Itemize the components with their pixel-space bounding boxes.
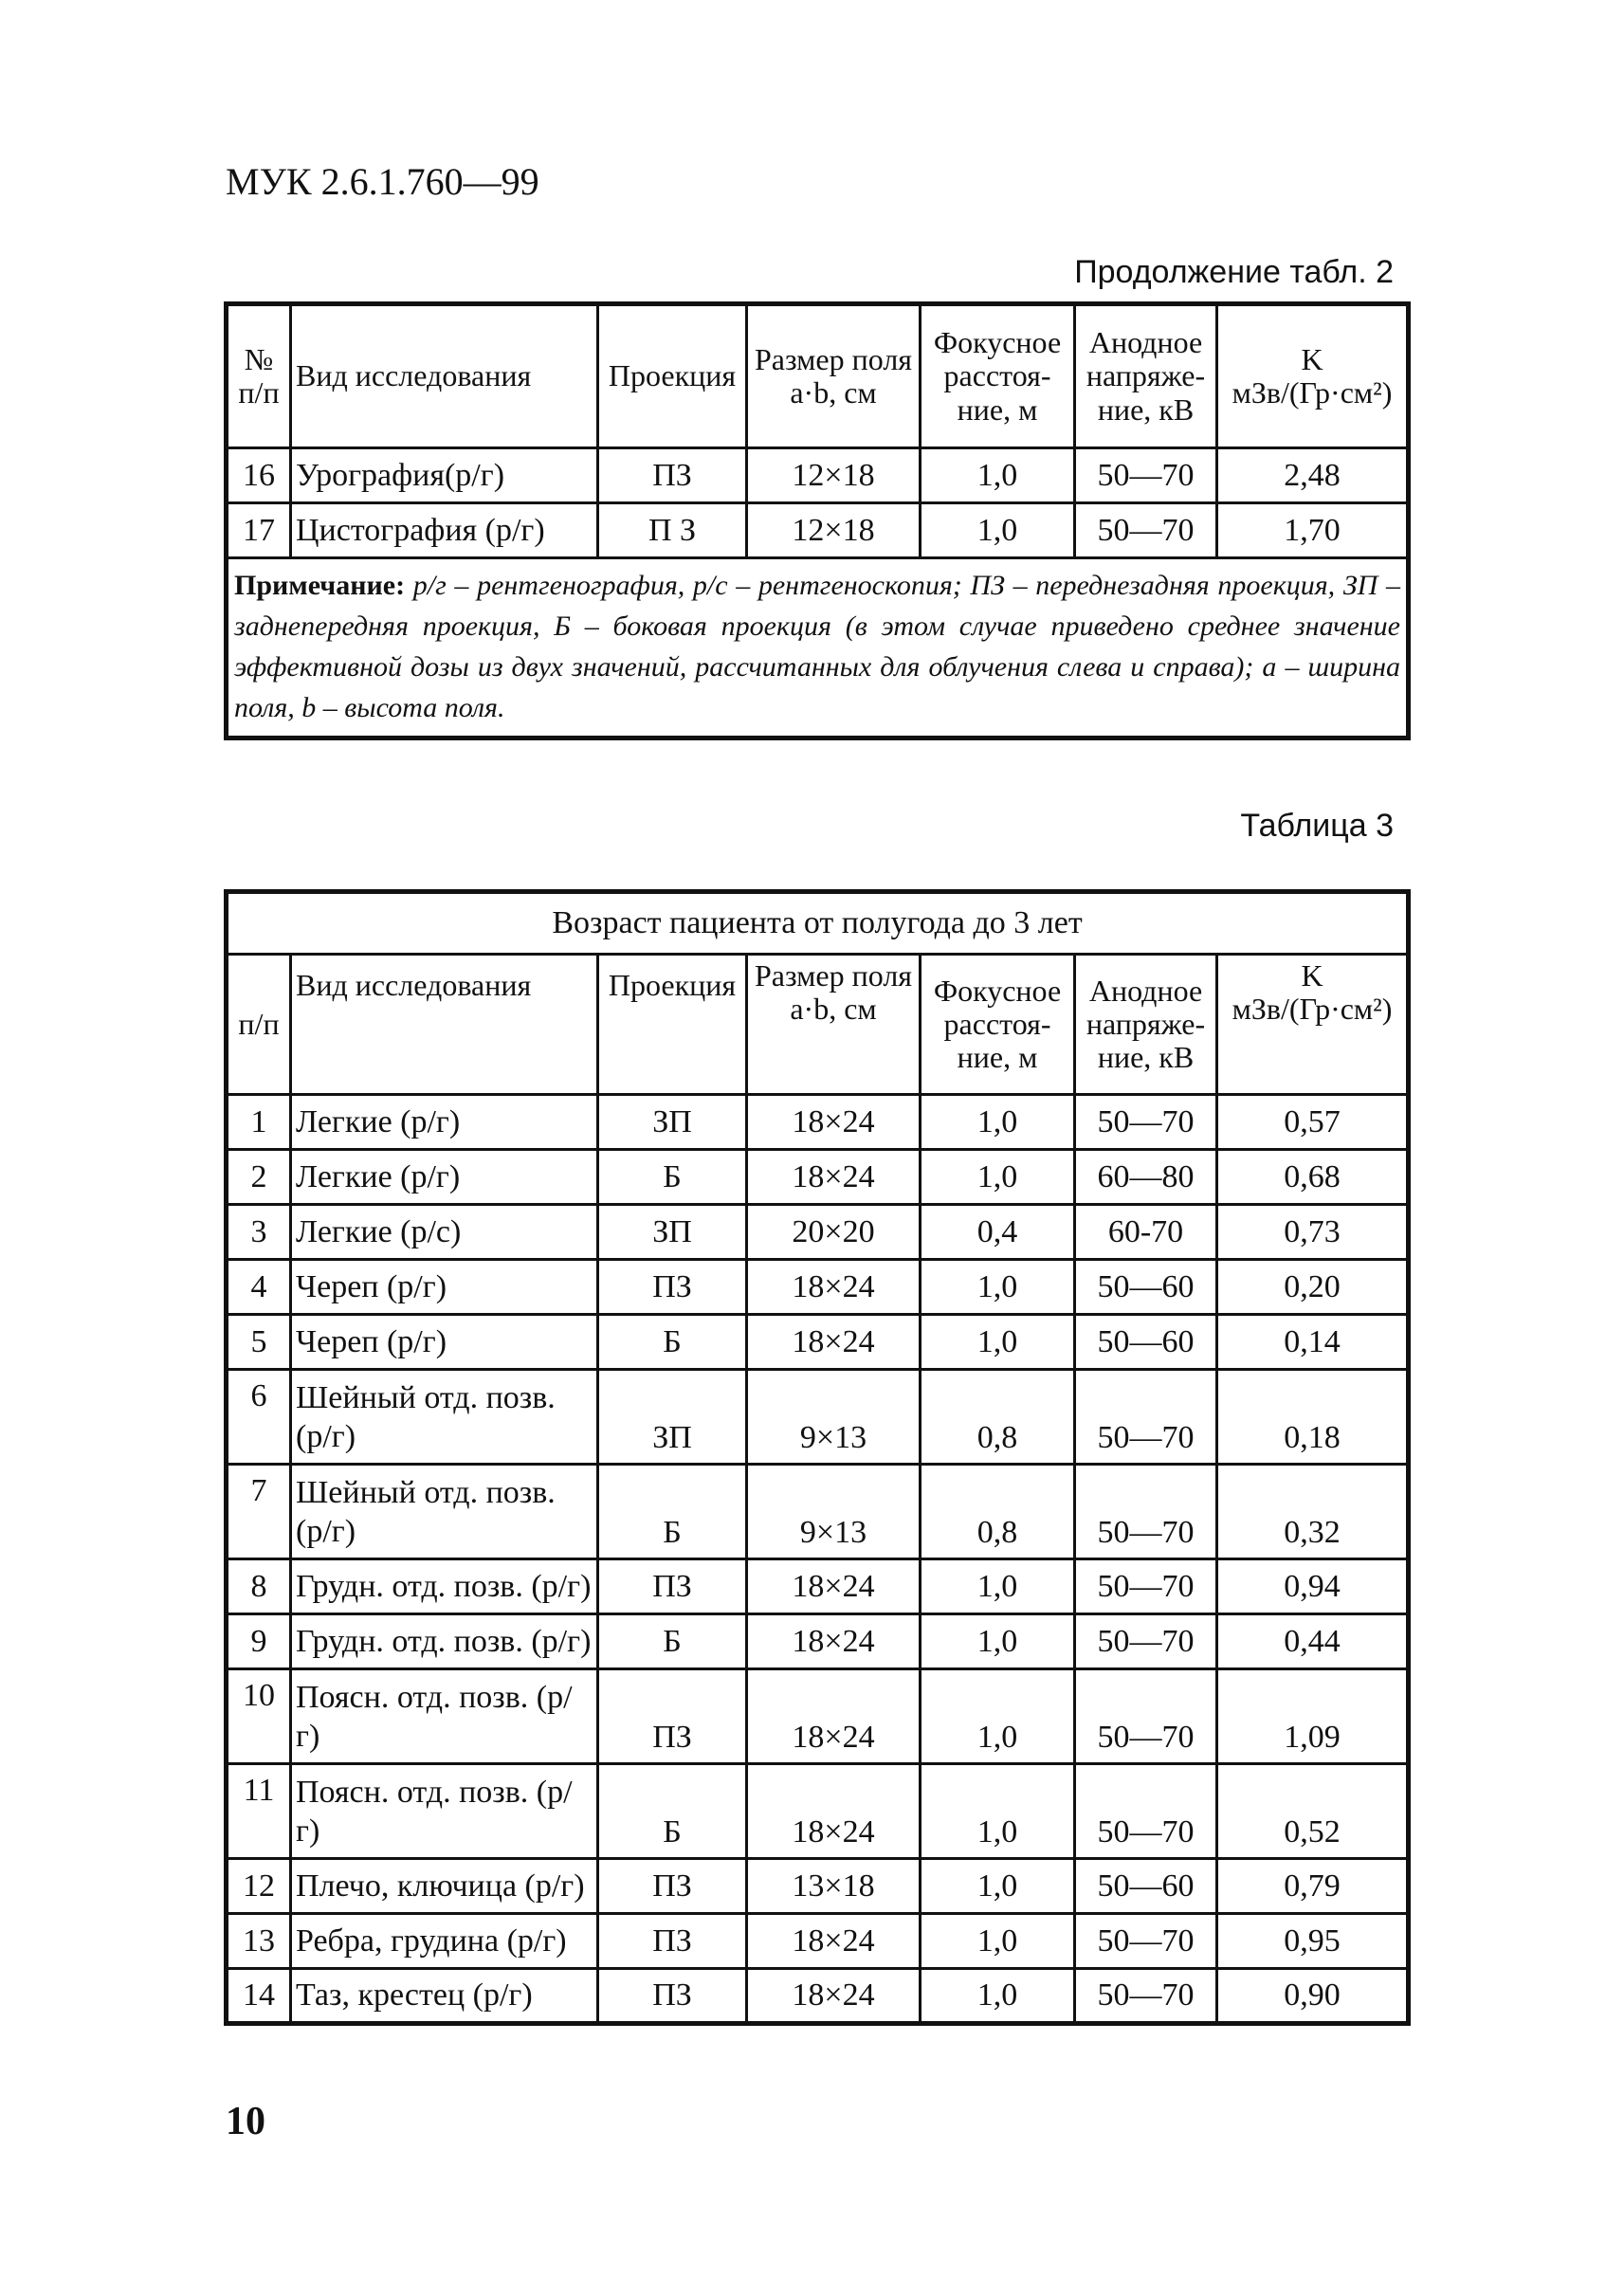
field-size: 18×24 bbox=[747, 1914, 921, 1969]
column-header: Размер поля a·b, см bbox=[747, 304, 921, 448]
column-header: Вид исследования bbox=[291, 955, 598, 1095]
k-coefficient: 0,44 bbox=[1217, 1614, 1409, 1669]
field-size: 18×24 bbox=[747, 1260, 921, 1315]
k-coefficient: 0,18 bbox=[1217, 1370, 1409, 1465]
table-row bbox=[227, 503, 1409, 558]
projection: Б bbox=[598, 1150, 747, 1205]
anode-voltage: 50—70 bbox=[1075, 1370, 1217, 1465]
row-number: 9 bbox=[227, 1614, 291, 1669]
anode-voltage: 50—70 bbox=[1075, 1764, 1217, 1859]
exam-type: Грудн. отд. позв. (р/г) bbox=[291, 1559, 598, 1614]
field-size: 12×18 bbox=[747, 503, 921, 558]
column-header: Фокусное расстоя-ние, м bbox=[921, 955, 1075, 1095]
projection: ПЗ bbox=[598, 1559, 747, 1614]
table-row bbox=[227, 1370, 1409, 1465]
table-note-row bbox=[227, 558, 1409, 738]
k-coefficient: 0,52 bbox=[1217, 1764, 1409, 1859]
row-number: 1 bbox=[227, 1095, 291, 1150]
column-header: Проекция bbox=[598, 304, 747, 448]
field-size: 18×24 bbox=[747, 1669, 921, 1764]
column-header: Анодное напряже-ние, кВ bbox=[1075, 955, 1217, 1095]
column-header: Проекция bbox=[598, 955, 747, 1095]
exam-type: Легкие (р/г) bbox=[291, 1150, 598, 1205]
age-group-heading: Возраст пациента от полугода до 3 лет bbox=[227, 892, 1409, 955]
table-note bbox=[227, 558, 1409, 738]
table-row bbox=[227, 1914, 1409, 1969]
projection: ПЗ bbox=[598, 448, 747, 503]
focal-distance: 1,0 bbox=[921, 1150, 1075, 1205]
row-number: 17 bbox=[227, 503, 291, 558]
anode-voltage: 50—60 bbox=[1075, 1315, 1217, 1370]
column-header: № п/п bbox=[227, 304, 291, 448]
anode-voltage: 50—70 bbox=[1075, 503, 1217, 558]
k-coefficient: 0,32 bbox=[1217, 1465, 1409, 1559]
anode-voltage: 60-70 bbox=[1075, 1205, 1217, 1260]
column-header: K мЗв/(Гр·см²) bbox=[1217, 304, 1409, 448]
exam-type: Череп (р/г) bbox=[291, 1315, 598, 1370]
table-header-row bbox=[227, 955, 1409, 1095]
field-size: 9×13 bbox=[747, 1370, 921, 1465]
field-size: 20×20 bbox=[747, 1205, 921, 1260]
k-coefficient: 2,48 bbox=[1217, 448, 1409, 503]
field-size: 18×24 bbox=[747, 1559, 921, 1614]
exam-type: Поясн. отд. позв. (р/г) bbox=[291, 1669, 598, 1764]
focal-distance: 1,0 bbox=[921, 1669, 1075, 1764]
table-row bbox=[227, 1095, 1409, 1150]
k-coefficient: 0,68 bbox=[1217, 1150, 1409, 1205]
k-coefficient: 0,94 bbox=[1217, 1559, 1409, 1614]
row-number: 11 bbox=[227, 1764, 291, 1859]
field-size: 18×24 bbox=[747, 1614, 921, 1669]
table-row bbox=[227, 1150, 1409, 1205]
anode-voltage: 50—70 bbox=[1075, 1465, 1217, 1559]
field-size: 18×24 bbox=[747, 1764, 921, 1859]
projection: ПЗ bbox=[598, 1969, 747, 2024]
exam-type: Шейный отд. позв. (р/г) bbox=[291, 1370, 598, 1465]
k-coefficient: 0,57 bbox=[1217, 1095, 1409, 1150]
note-text: р/г – рентгенография, р/с – рентгеноскопия; ПЗ – переднезадняя проекция, ЗП – заднепередняя проекция, Б – боковая проекция (в этом случае приведено среднее значение эффективной дозы из двух значений, рассчитанных для облучения слева и справа); а – ширина поля, b – высота поля. bbox=[234, 570, 1400, 723]
projection: ПЗ bbox=[598, 1914, 747, 1969]
exam-type: Поясн. отд. позв. (р/г) bbox=[291, 1764, 598, 1859]
anode-voltage: 50—70 bbox=[1075, 448, 1217, 503]
focal-distance: 1,0 bbox=[921, 1764, 1075, 1859]
row-number: 6 bbox=[227, 1370, 291, 1465]
projection: Б bbox=[598, 1465, 747, 1559]
k-coefficient: 0,90 bbox=[1217, 1969, 1409, 2024]
note-label: Примечание: bbox=[234, 570, 406, 602]
exam-type: Урография(р/г) bbox=[291, 448, 598, 503]
exam-type: Цистография (р/г) bbox=[291, 503, 598, 558]
focal-distance: 0,4 bbox=[921, 1205, 1075, 1260]
projection: Б bbox=[598, 1614, 747, 1669]
field-size: 13×18 bbox=[747, 1859, 921, 1914]
row-number: 3 bbox=[227, 1205, 291, 1260]
k-coefficient: 0,20 bbox=[1217, 1260, 1409, 1315]
focal-distance: 1,0 bbox=[921, 1095, 1075, 1150]
table-continuation-label: Продолжение табл. 2 bbox=[1074, 254, 1394, 290]
field-size: 18×24 bbox=[747, 1150, 921, 1205]
projection: ПЗ bbox=[598, 1669, 747, 1764]
table-row bbox=[227, 448, 1409, 503]
projection: П З bbox=[598, 503, 747, 558]
column-header: Фокусное расстоя-ние, м bbox=[921, 304, 1075, 448]
anode-voltage: 50—70 bbox=[1075, 1914, 1217, 1969]
table-row bbox=[227, 1614, 1409, 1669]
table-header-row bbox=[227, 304, 1409, 448]
anode-voltage: 60—80 bbox=[1075, 1150, 1217, 1205]
table-row bbox=[227, 1315, 1409, 1370]
exam-type: Легкие (р/с) bbox=[291, 1205, 598, 1260]
anode-voltage: 50—60 bbox=[1075, 1859, 1217, 1914]
row-number: 4 bbox=[227, 1260, 291, 1315]
projection: ПЗ bbox=[598, 1859, 747, 1914]
k-coefficient: 1,70 bbox=[1217, 503, 1409, 558]
anode-voltage: 50—70 bbox=[1075, 1669, 1217, 1764]
row-number: 5 bbox=[227, 1315, 291, 1370]
field-size: 18×24 bbox=[747, 1095, 921, 1150]
field-size: 18×24 bbox=[747, 1315, 921, 1370]
k-coefficient: 0,73 bbox=[1217, 1205, 1409, 1260]
table-row bbox=[227, 1205, 1409, 1260]
field-size: 12×18 bbox=[747, 448, 921, 503]
k-coefficient: 0,79 bbox=[1217, 1859, 1409, 1914]
projection: ЗП bbox=[598, 1370, 747, 1465]
row-number: 14 bbox=[227, 1969, 291, 2024]
focal-distance: 0,8 bbox=[921, 1370, 1075, 1465]
focal-distance: 1,0 bbox=[921, 1559, 1075, 1614]
table-3-body bbox=[227, 1095, 1409, 2024]
exam-type: Шейный отд. позв. (р/г) bbox=[291, 1465, 598, 1559]
focal-distance: 1,0 bbox=[921, 1969, 1075, 2024]
projection: ПЗ bbox=[598, 1260, 747, 1315]
focal-distance: 1,0 bbox=[921, 1914, 1075, 1969]
age-group-row bbox=[227, 892, 1409, 955]
field-size: 18×24 bbox=[747, 1969, 921, 2024]
table-3 bbox=[224, 889, 1411, 2026]
page-number: 10 bbox=[226, 2100, 265, 2143]
exam-type: Череп (р/г) bbox=[291, 1260, 598, 1315]
focal-distance: 1,0 bbox=[921, 1315, 1075, 1370]
table-row bbox=[227, 1669, 1409, 1764]
row-number: 13 bbox=[227, 1914, 291, 1969]
row-number: 16 bbox=[227, 448, 291, 503]
exam-type: Ребра, грудина (р/г) bbox=[291, 1914, 598, 1969]
projection: ЗП bbox=[598, 1095, 747, 1150]
anode-voltage: 50—70 bbox=[1075, 1559, 1217, 1614]
focal-distance: 1,0 bbox=[921, 1614, 1075, 1669]
column-header: Вид исследования bbox=[291, 304, 598, 448]
document-code: МУК 2.6.1.760—99 bbox=[226, 160, 539, 203]
row-number: 7 bbox=[227, 1465, 291, 1559]
table-row bbox=[227, 1764, 1409, 1859]
anode-voltage: 50—60 bbox=[1075, 1260, 1217, 1315]
anode-voltage: 50—70 bbox=[1075, 1969, 1217, 2024]
table-2-continuation bbox=[224, 301, 1411, 740]
exam-type: Грудн. отд. позв. (р/г) bbox=[291, 1614, 598, 1669]
row-number: 10 bbox=[227, 1669, 291, 1764]
focal-distance: 1,0 bbox=[921, 448, 1075, 503]
k-coefficient: 0,14 bbox=[1217, 1315, 1409, 1370]
column-header: K мЗв/(Гр·см²) bbox=[1217, 955, 1409, 1095]
exam-type: Плечо, ключица (р/г) bbox=[291, 1859, 598, 1914]
table-row bbox=[227, 1969, 1409, 2024]
projection: ЗП bbox=[598, 1205, 747, 1260]
table-row bbox=[227, 1465, 1409, 1559]
table-row bbox=[227, 1559, 1409, 1614]
row-number: 8 bbox=[227, 1559, 291, 1614]
row-number: 12 bbox=[227, 1859, 291, 1914]
focal-distance: 1,0 bbox=[921, 1859, 1075, 1914]
focal-distance: 0,8 bbox=[921, 1465, 1075, 1559]
table-row bbox=[227, 1260, 1409, 1315]
projection: Б bbox=[598, 1315, 747, 1370]
column-header: Анодное напряже-ние, кВ bbox=[1075, 304, 1217, 448]
table-row bbox=[227, 1859, 1409, 1914]
anode-voltage: 50—70 bbox=[1075, 1095, 1217, 1150]
focal-distance: 1,0 bbox=[921, 503, 1075, 558]
exam-type: Легкие (р/г) bbox=[291, 1095, 598, 1150]
column-header: п/п bbox=[227, 955, 291, 1095]
k-coefficient: 1,09 bbox=[1217, 1669, 1409, 1764]
exam-type: Таз, крестец (р/г) bbox=[291, 1969, 598, 2024]
column-header: Размер поля a·b, см bbox=[747, 955, 921, 1095]
table-3-title: Таблица 3 bbox=[1240, 808, 1394, 844]
row-number: 2 bbox=[227, 1150, 291, 1205]
field-size: 9×13 bbox=[747, 1465, 921, 1559]
k-coefficient: 0,95 bbox=[1217, 1914, 1409, 1969]
projection: Б bbox=[598, 1764, 747, 1859]
focal-distance: 1,0 bbox=[921, 1260, 1075, 1315]
anode-voltage: 50—70 bbox=[1075, 1614, 1217, 1669]
